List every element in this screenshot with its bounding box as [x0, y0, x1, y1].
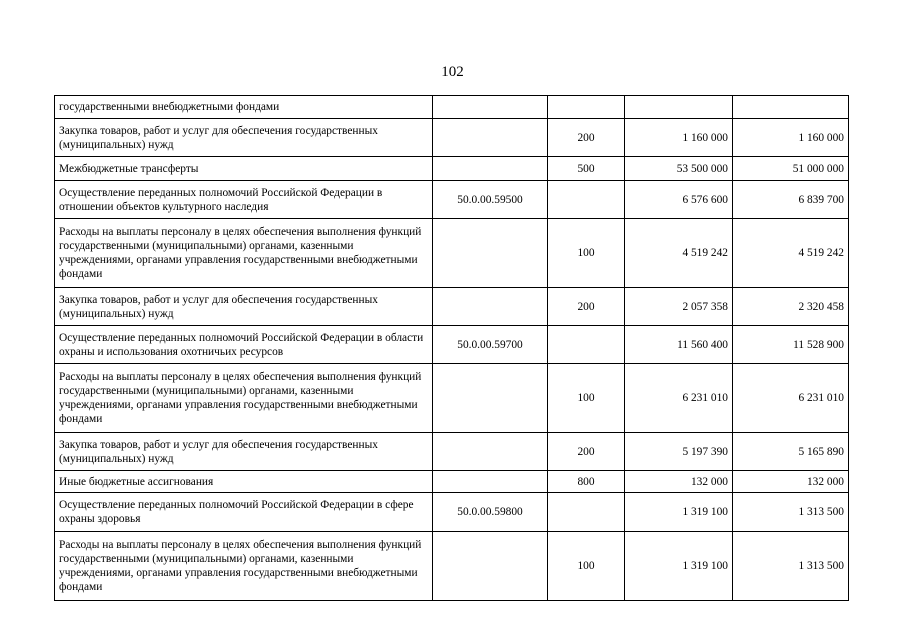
row-amount-year2: 1 313 500: [733, 493, 849, 532]
row-expense-type: 200: [548, 119, 625, 157]
table-row: [55, 96, 849, 119]
row-target-code: [433, 471, 548, 493]
table-row: [55, 157, 849, 181]
table-row: [55, 326, 849, 364]
row-amount-year2: 132 000: [733, 471, 849, 493]
row-target-code: [433, 96, 548, 119]
row-amount-year1: 1 319 100: [625, 532, 733, 601]
row-expense-type: [548, 181, 625, 219]
row-amount-year2: 6 231 010: [733, 364, 849, 433]
table-row: [55, 219, 849, 288]
row-target-code: [433, 119, 548, 157]
row-expense-type: [548, 326, 625, 364]
row-amount-year2: 5 165 890: [733, 433, 849, 471]
row-expense-type: 800: [548, 471, 625, 493]
row-target-code: [433, 288, 548, 326]
budget-table: [54, 95, 849, 601]
row-amount-year2: 1 313 500: [733, 532, 849, 601]
row-target-code: 50.0.00.59700: [433, 326, 548, 364]
table-row: [55, 181, 849, 219]
row-expense-type: 200: [548, 288, 625, 326]
row-amount-year1: 53 500 000: [625, 157, 733, 181]
row-amount-year2: 2 320 458: [733, 288, 849, 326]
row-amount-year1: 1 319 100: [625, 493, 733, 532]
row-amount-year2: 4 519 242: [733, 219, 849, 288]
row-expense-type: 100: [548, 219, 625, 288]
row-name: Расходы на выплаты персоналу в целях обеспечения выполнения функций государственными (муниципальными) органами, казенными учреждениями, органами управления государственными внебюджетными фондами: [55, 364, 433, 433]
row-amount-year2: 51 000 000: [733, 157, 849, 181]
row-expense-type: 100: [548, 532, 625, 601]
row-amount-year1: [625, 96, 733, 119]
table-row: [55, 532, 849, 601]
table-row: [55, 471, 849, 493]
table-row: [55, 493, 849, 532]
row-amount-year1: 4 519 242: [625, 219, 733, 288]
row-target-code: [433, 433, 548, 471]
row-name: Иные бюджетные ассигнования: [55, 471, 433, 493]
row-target-code: [433, 219, 548, 288]
row-name: Закупка товаров, работ и услуг для обеспечения государственных (муниципальных) нужд: [55, 119, 433, 157]
row-target-code: 50.0.00.59500: [433, 181, 548, 219]
row-amount-year1: 6 231 010: [625, 364, 733, 433]
row-name: Расходы на выплаты персоналу в целях обеспечения выполнения функций государственными (муниципальными) органами, казенными учреждениями, органами управления государственными внебюджетными фондами: [55, 219, 433, 288]
row-expense-type: [548, 96, 625, 119]
row-target-code: 50.0.00.59800: [433, 493, 548, 532]
page-number: 102: [441, 64, 464, 80]
row-amount-year1: 2 057 358: [625, 288, 733, 326]
row-expense-type: 100: [548, 364, 625, 433]
row-name: государственными внебюджетными фондами: [55, 96, 433, 119]
row-name: Осуществление переданных полномочий Российской Федерации в сфере охраны здоровья: [55, 493, 433, 532]
table-row: [55, 288, 849, 326]
row-name: Расходы на выплаты персоналу в целях обеспечения выполнения функций государственными (муниципальными) органами, казенными учреждениями, органами управления государственными внебюджетными фондами: [55, 532, 433, 601]
row-name: Межбюджетные трансферты: [55, 157, 433, 181]
table-row: [55, 433, 849, 471]
table-row: [55, 119, 849, 157]
row-amount-year2: 6 839 700: [733, 181, 849, 219]
row-name: Осуществление переданных полномочий Российской Федерации в области охраны и использования охотничьих ресурсов: [55, 326, 433, 364]
row-expense-type: 500: [548, 157, 625, 181]
table-row: [55, 364, 849, 433]
row-amount-year2: 1 160 000: [733, 119, 849, 157]
row-target-code: [433, 532, 548, 601]
row-amount-year1: 5 197 390: [625, 433, 733, 471]
row-amount-year2: 11 528 900: [733, 326, 849, 364]
row-name: Осуществление переданных полномочий Российской Федерации в отношении объектов культурного наследия: [55, 181, 433, 219]
row-target-code: [433, 157, 548, 181]
row-name: Закупка товаров, работ и услуг для обеспечения государственных (муниципальных) нужд: [55, 288, 433, 326]
row-amount-year2: [733, 96, 849, 119]
row-expense-type: 200: [548, 433, 625, 471]
row-amount-year1: 6 576 600: [625, 181, 733, 219]
row-amount-year1: 132 000: [625, 471, 733, 493]
row-expense-type: [548, 493, 625, 532]
row-name: Закупка товаров, работ и услуг для обеспечения государственных (муниципальных) нужд: [55, 433, 433, 471]
row-target-code: [433, 364, 548, 433]
row-amount-year1: 1 160 000: [625, 119, 733, 157]
row-amount-year1: 11 560 400: [625, 326, 733, 364]
